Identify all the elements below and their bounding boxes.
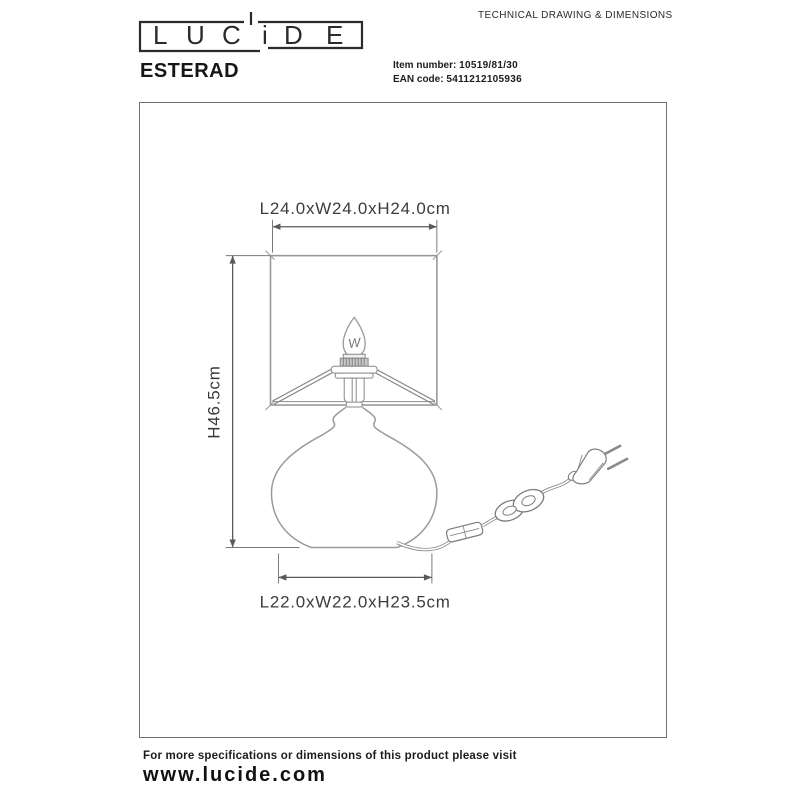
power-cord — [397, 446, 627, 550]
lucide-logo — [138, 8, 366, 65]
document-type-title: TECHNICAL DRAWING & DIMENSIONS — [478, 10, 673, 21]
base-dimensions-label: L22.0xW22.0xH23.5cm — [259, 592, 451, 612]
item-number-value: 10519/81/30 — [459, 60, 519, 71]
dimension-base-width — [260, 553, 451, 611]
logo-letter: E — [326, 20, 344, 50]
logo-letter: D — [284, 20, 303, 50]
logo-letter: C — [222, 20, 241, 50]
cord-line — [397, 479, 570, 550]
dimension-shade-width — [260, 199, 451, 253]
product-codes — [393, 59, 522, 87]
lamp-socket — [331, 354, 377, 407]
ean-code-row — [393, 73, 522, 87]
logo-letter: i — [262, 20, 268, 50]
footer-note: For more specifications or dimensions of this product please visit — [143, 750, 517, 762]
technical-drawing — [140, 103, 666, 737]
cord-coil — [492, 485, 547, 525]
total-height-label: H46.5cm — [204, 365, 224, 439]
footer — [143, 750, 517, 787]
filament-mark: W — [347, 334, 362, 352]
inline-switch — [446, 521, 484, 542]
ean-code-label: EAN code: — [393, 74, 444, 85]
logo-letter: U — [186, 20, 205, 50]
ean-code-value: 5411212105936 — [446, 74, 522, 85]
plug-icon — [567, 446, 628, 484]
website-link[interactable]: www.lucide.com — [143, 764, 327, 786]
product-name: ESTERAD — [140, 60, 240, 82]
item-number-row — [393, 59, 522, 73]
lucide-logo-frame — [138, 8, 366, 60]
logo-letter: L — [153, 20, 168, 50]
lamp-body — [272, 407, 437, 547]
candle-bulb-icon — [343, 317, 365, 356]
item-number-label: Item number: — [393, 60, 457, 71]
shade-dimensions-label: L24.0xW24.0xH24.0cm — [259, 198, 451, 218]
technical-drawing-frame — [139, 102, 667, 738]
